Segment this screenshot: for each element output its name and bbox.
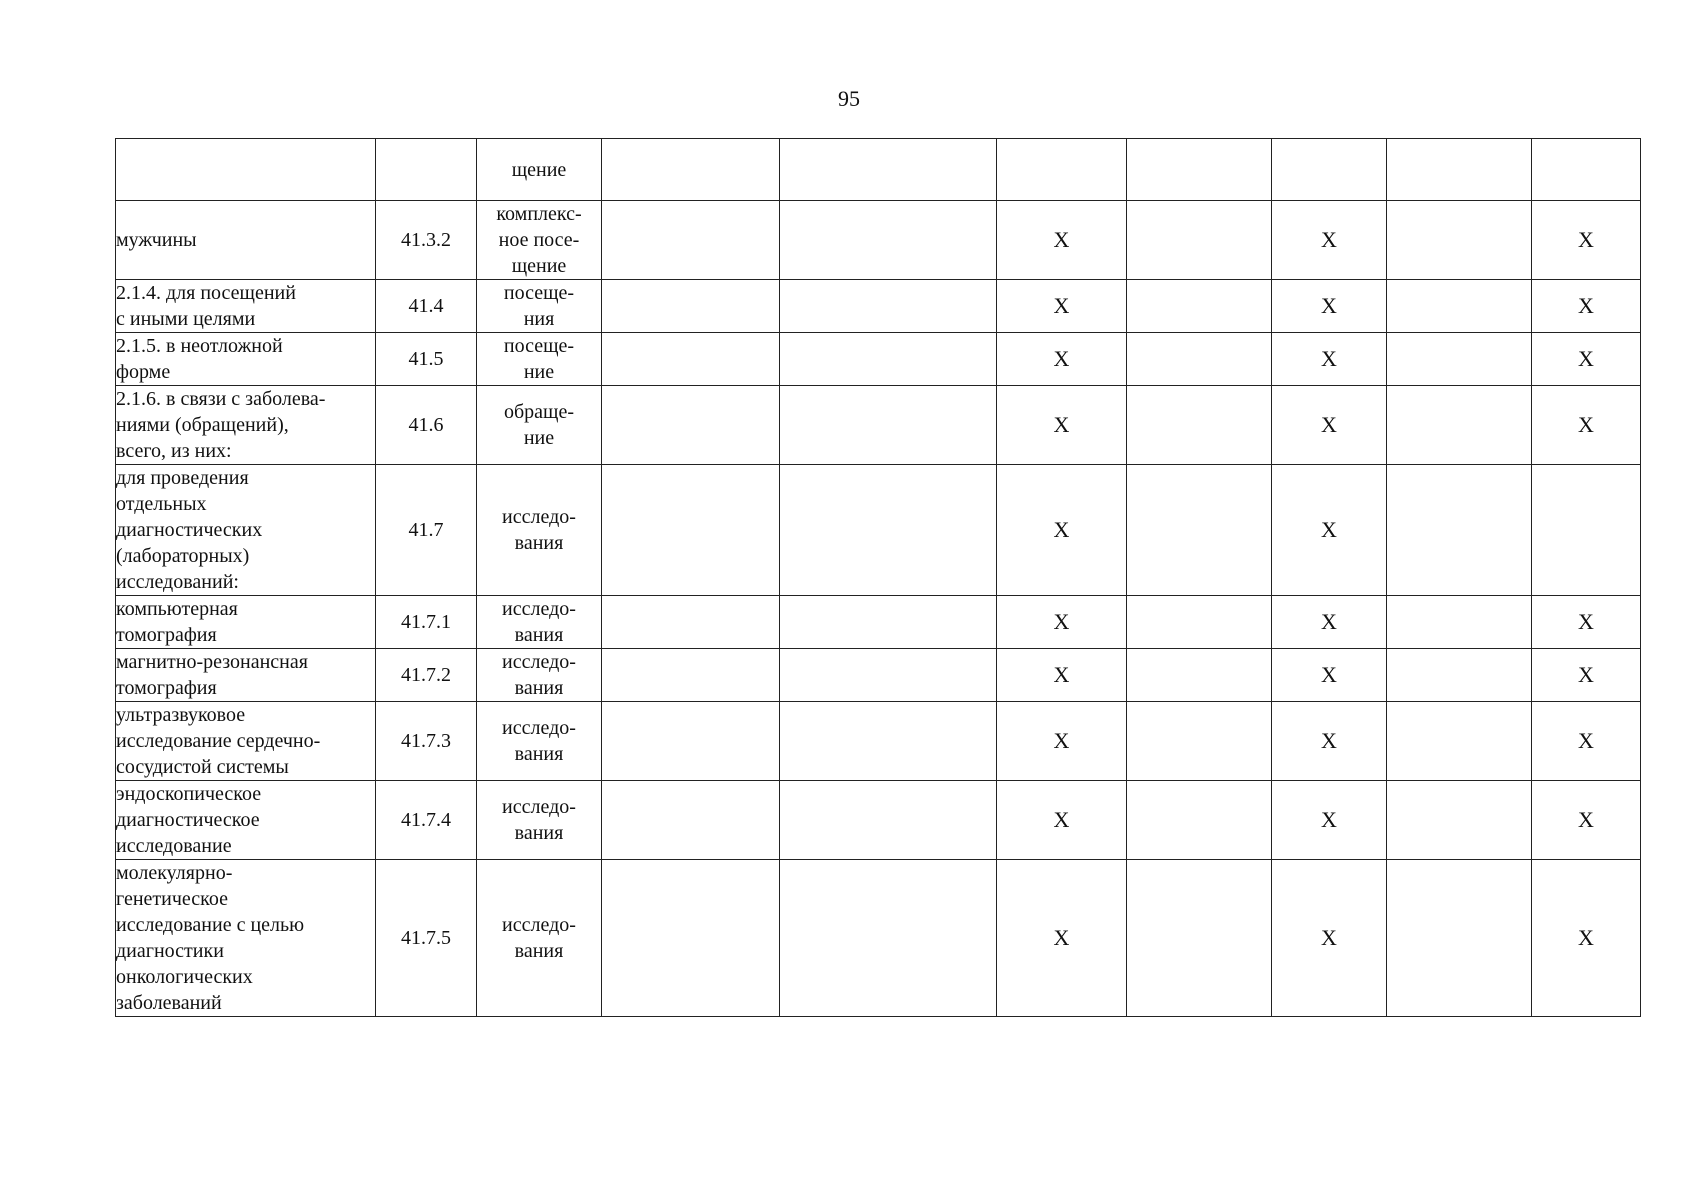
value-cell — [1387, 139, 1532, 201]
x-mark: X — [1321, 411, 1337, 437]
value-cell — [602, 201, 780, 280]
value-cell — [1387, 465, 1532, 596]
row-unit-cell: исследо- вания — [477, 596, 602, 649]
row-unit-cell: обраще- ние — [477, 386, 602, 465]
value-cell — [1127, 201, 1272, 280]
table-row — [116, 386, 1641, 465]
value-cell — [1272, 781, 1387, 860]
row-code-cell: 41.3.2 — [376, 201, 477, 280]
value-cell — [602, 781, 780, 860]
value-cell — [780, 333, 997, 386]
value-cell — [780, 386, 997, 465]
x-mark: X — [1321, 727, 1337, 753]
value-cell — [602, 333, 780, 386]
x-mark: X — [1053, 806, 1070, 832]
value-cell — [997, 386, 1127, 465]
row-code-cell: 41.5 — [376, 333, 477, 386]
x-mark: X — [1053, 661, 1070, 687]
value-cell — [997, 139, 1127, 201]
page-number: 95 — [838, 86, 860, 111]
row-unit-cell: исследо- вания — [477, 860, 602, 1017]
x-mark: X — [1321, 608, 1337, 634]
value-cell — [1127, 386, 1272, 465]
x-mark: X — [1053, 411, 1070, 437]
x-mark: X — [1578, 661, 1594, 687]
x-mark: X — [1321, 661, 1337, 687]
x-mark: X — [1053, 608, 1070, 634]
table-row — [116, 596, 1641, 649]
table-row — [116, 702, 1641, 781]
value-cell — [780, 702, 997, 781]
value-cell — [1272, 280, 1387, 333]
x-mark: X — [1321, 516, 1337, 542]
value-cell — [1272, 465, 1387, 596]
value-cell — [1127, 860, 1272, 1017]
value-cell — [1272, 139, 1387, 201]
value-cell — [1272, 596, 1387, 649]
value-cell — [1532, 139, 1641, 201]
row-code-cell: 41.6 — [376, 386, 477, 465]
value-cell — [997, 649, 1127, 702]
row-name-cell: 2.1.5. в неотложной форме — [116, 333, 376, 386]
x-mark: X — [1053, 924, 1070, 950]
table-row — [116, 201, 1641, 280]
value-cell — [1127, 781, 1272, 860]
value-cell — [1532, 649, 1641, 702]
row-name-cell: 2.1.6. в связи с заболева- ниями (обращений), всего, из них: — [116, 386, 376, 465]
row-code-cell: 41.7.5 — [376, 860, 477, 1017]
table-row — [116, 280, 1641, 333]
row-name-cell: молекулярно- генетическое исследование с целью диагностики онкологических заболеваний — [116, 860, 376, 1017]
row-name-cell: ультразвуковое исследование сердечно- сосудистой системы — [116, 702, 376, 781]
value-cell — [1387, 333, 1532, 386]
value-cell — [602, 386, 780, 465]
value-cell — [1387, 386, 1532, 465]
x-mark: X — [1578, 226, 1594, 252]
row-name-cell — [116, 139, 376, 201]
value-cell — [1387, 781, 1532, 860]
x-mark: X — [1053, 516, 1070, 542]
row-code-cell: 41.7.1 — [376, 596, 477, 649]
x-mark: X — [1578, 924, 1594, 950]
value-cell — [1127, 139, 1272, 201]
value-cell — [602, 702, 780, 781]
value-cell — [1532, 280, 1641, 333]
value-cell — [997, 465, 1127, 596]
row-code-cell: 41.4 — [376, 280, 477, 333]
value-cell — [780, 596, 997, 649]
row-name-cell: эндоскопическое диагностическое исследование — [116, 781, 376, 860]
row-name-cell: магнитно-резонансная томография — [116, 649, 376, 702]
row-code-cell: 41.7.2 — [376, 649, 477, 702]
value-cell — [1127, 702, 1272, 781]
value-cell — [1127, 333, 1272, 386]
table-row — [116, 333, 1641, 386]
row-unit-cell: исследо- вания — [477, 649, 602, 702]
table-row — [116, 139, 1641, 201]
value-cell — [602, 649, 780, 702]
value-cell — [997, 781, 1127, 860]
value-cell — [997, 596, 1127, 649]
row-unit-cell: щение — [477, 139, 602, 201]
row-name-cell: 2.1.4. для посещений с иными целями — [116, 280, 376, 333]
value-cell — [997, 280, 1127, 333]
x-mark: X — [1578, 727, 1594, 753]
value-cell — [1387, 201, 1532, 280]
table-body — [116, 139, 1641, 1017]
value-cell — [1127, 465, 1272, 596]
x-mark: X — [1578, 345, 1594, 371]
row-unit-cell: исследо- вания — [477, 465, 602, 596]
table-row — [116, 781, 1641, 860]
value-cell — [1272, 702, 1387, 781]
value-cell — [1387, 860, 1532, 1017]
value-cell — [602, 139, 780, 201]
value-cell — [997, 702, 1127, 781]
value-cell — [780, 139, 997, 201]
value-cell — [780, 781, 997, 860]
value-cell — [1272, 333, 1387, 386]
value-cell — [997, 201, 1127, 280]
value-cell — [997, 333, 1127, 386]
value-cell — [602, 465, 780, 596]
value-cell — [780, 280, 997, 333]
x-mark: X — [1321, 292, 1337, 318]
row-name-cell: мужчины — [116, 201, 376, 280]
value-cell — [1532, 201, 1641, 280]
value-cell — [1532, 386, 1641, 465]
statistics-table — [115, 138, 1641, 1017]
value-cell — [1532, 860, 1641, 1017]
row-code-cell — [376, 139, 477, 201]
value-cell — [1272, 860, 1387, 1017]
value-cell — [997, 860, 1127, 1017]
value-cell — [1532, 465, 1641, 596]
value-cell — [1127, 649, 1272, 702]
value-cell — [602, 596, 780, 649]
value-cell — [1387, 702, 1532, 781]
x-mark: X — [1578, 292, 1594, 318]
row-unit-cell: исследо- вания — [477, 781, 602, 860]
row-unit-cell: посеще- ние — [477, 333, 602, 386]
x-mark: X — [1053, 727, 1070, 753]
x-mark: X — [1321, 924, 1337, 950]
x-mark: X — [1578, 411, 1594, 437]
row-unit-cell: посеще- ния — [477, 280, 602, 333]
row-code-cell: 41.7.4 — [376, 781, 477, 860]
value-cell — [1272, 649, 1387, 702]
value-cell — [1387, 280, 1532, 333]
value-cell — [1127, 280, 1272, 333]
row-unit-cell: исследо- вания — [477, 702, 602, 781]
value-cell — [780, 649, 997, 702]
value-cell — [780, 465, 997, 596]
row-name-cell: для проведения отдельных диагностических (лабораторных) исследований: — [116, 465, 376, 596]
x-mark: X — [1578, 608, 1594, 634]
x-mark: X — [1321, 226, 1337, 252]
table-row — [116, 649, 1641, 702]
value-cell — [1387, 596, 1532, 649]
value-cell — [1272, 386, 1387, 465]
x-mark: X — [1053, 292, 1070, 318]
table-row — [116, 465, 1641, 596]
value-cell — [602, 860, 780, 1017]
value-cell — [602, 280, 780, 333]
x-mark: X — [1578, 806, 1594, 832]
value-cell — [780, 860, 997, 1017]
row-code-cell: 41.7 — [376, 465, 477, 596]
table-row — [116, 860, 1641, 1017]
value-cell — [1272, 201, 1387, 280]
row-code-cell: 41.7.3 — [376, 702, 477, 781]
x-mark: X — [1053, 345, 1070, 371]
value-cell — [1387, 649, 1532, 702]
row-name-cell: компьютерная томография — [116, 596, 376, 649]
value-cell — [1532, 702, 1641, 781]
x-mark: X — [1053, 226, 1070, 252]
x-mark: X — [1321, 345, 1337, 371]
value-cell — [780, 201, 997, 280]
value-cell — [1532, 596, 1641, 649]
x-mark: X — [1321, 806, 1337, 832]
value-cell — [1127, 596, 1272, 649]
value-cell — [1532, 333, 1641, 386]
row-unit-cell: комплекс- ное посе- щение — [477, 201, 602, 280]
value-cell — [1532, 781, 1641, 860]
